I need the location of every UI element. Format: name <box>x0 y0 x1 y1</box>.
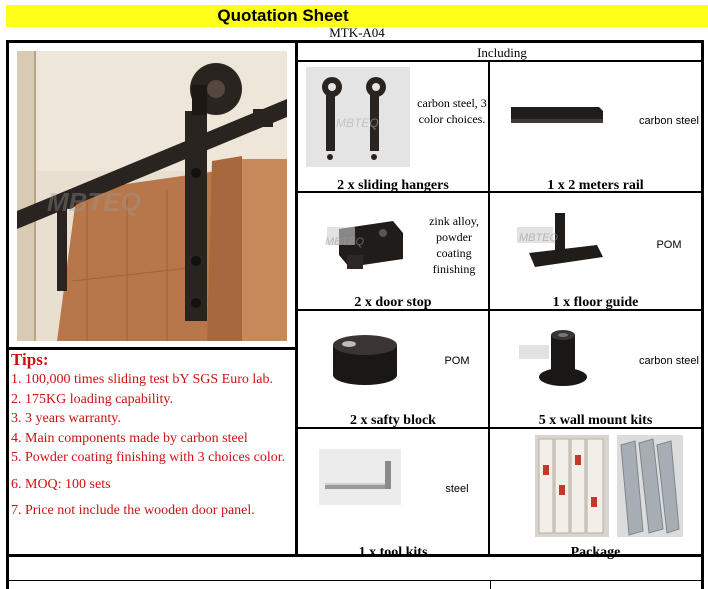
safety-block-caption: 2 x safty block <box>350 413 436 428</box>
sliding-hangers-icon <box>306 67 410 167</box>
safety-block-image <box>327 329 403 391</box>
title-bar <box>0 5 708 27</box>
tip-item: 4. Main components made by carbon steel <box>11 430 248 446</box>
floor-guide-icon <box>517 205 609 285</box>
tips-title: Tips: <box>11 350 49 369</box>
rail-description: carbon steel <box>639 115 699 127</box>
rail-caption: 1 x 2 meters rail <box>547 178 644 193</box>
hangers-image <box>306 67 410 167</box>
package-caption: Package <box>570 545 621 560</box>
tool-kits-image <box>319 449 401 505</box>
wall-mount-caption: 5 x wall mount kits <box>538 413 653 428</box>
wall-mount-icon <box>519 325 609 395</box>
tool-kits-description: steel <box>445 483 469 495</box>
page-title: Quotation Sheet <box>217 6 349 25</box>
package-boxes-icon <box>535 435 609 537</box>
package-cartons-icon <box>617 435 683 537</box>
tips-section <box>11 350 293 521</box>
tip-item: 7. Price not include the wooden door panel. <box>11 503 255 518</box>
tool-kits-caption: 1 x tool kits <box>358 545 428 560</box>
package-image-2 <box>617 435 683 537</box>
tip-item: 2. 175KG loading capability. <box>11 391 174 407</box>
safety-block-description: POM <box>444 355 470 367</box>
quotation-table <box>6 40 704 589</box>
rail-image <box>507 95 611 145</box>
tip-item: 1. 100,000 times sliding test bY SGS Euro lab. <box>11 372 273 387</box>
floor-guide-description: POM <box>656 239 682 251</box>
product-photo <box>17 51 287 341</box>
barn-door-photo <box>17 51 287 341</box>
grid-line <box>490 580 491 589</box>
watermark-text: MBTEQ <box>47 187 141 217</box>
safety-block-icon <box>327 329 403 391</box>
tip-item: 5. Powder coating finishing with 3 choices color. <box>11 450 286 465</box>
door-stop-description: zink alloy, powder coating finishing <box>429 214 479 276</box>
allen-key-icon <box>319 449 401 505</box>
watermark-text: MBTEQ <box>336 116 379 130</box>
tip-item: 3. 3 years warranty. <box>11 411 121 426</box>
floor-guide-caption: 1 x floor guide <box>552 295 639 310</box>
door-stop-icon <box>321 207 411 289</box>
rail-icon <box>507 95 611 145</box>
watermark-text: MBTEQ <box>519 232 559 244</box>
door-stop-caption: 2 x door stop <box>354 295 432 310</box>
wall-mount-description: carbon steel <box>639 355 699 367</box>
grid-line <box>9 580 701 581</box>
including-label: Including <box>477 45 527 60</box>
floor-guide-image <box>517 205 609 285</box>
wall-mount-image <box>519 325 609 395</box>
model-number: MTK-A04 <box>329 25 385 40</box>
package-image-1 <box>535 435 609 537</box>
hangers-caption: 2 x sliding hangers <box>337 178 449 193</box>
watermark-text: MBTEQ <box>325 236 365 248</box>
tip-item: 6. MOQ: 100 sets <box>11 476 111 492</box>
door-stop-image <box>321 207 411 289</box>
hangers-description: carbon steel, 3 color choices. <box>417 96 487 126</box>
